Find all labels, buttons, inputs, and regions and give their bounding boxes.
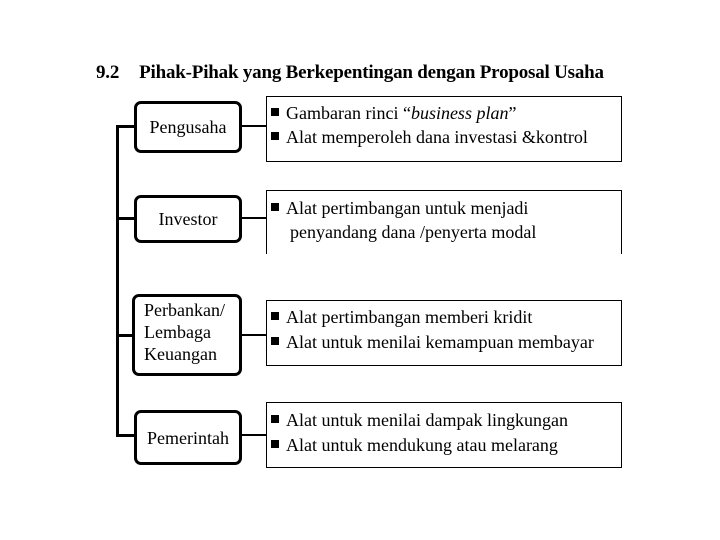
square-bullet-icon bbox=[271, 415, 279, 423]
square-bullet-icon bbox=[271, 132, 279, 140]
detail-panel-investor bbox=[266, 190, 622, 254]
connector-pemerintah bbox=[116, 434, 135, 437]
square-bullet-icon bbox=[271, 108, 279, 116]
emphasis-text: business plan bbox=[410, 103, 509, 123]
square-bullet-icon bbox=[271, 203, 279, 211]
detail-panel-perbankan bbox=[266, 300, 622, 366]
detail-panel-pemerintah bbox=[266, 402, 622, 468]
link-pengusaha bbox=[241, 125, 267, 127]
section-number: 9.2 bbox=[96, 62, 120, 83]
square-bullet-icon bbox=[271, 440, 279, 448]
detail-item: Alat pertimbangan untuk menjadi bbox=[271, 197, 528, 219]
connector-pengusaha bbox=[116, 125, 135, 128]
stakeholder-label: Pengusaha bbox=[149, 117, 227, 137]
detail-item-continuation: penyandang dana /penyerta modal bbox=[290, 222, 537, 242]
stakeholder-label-line: Keuangan bbox=[144, 344, 217, 364]
stakeholder-pengusaha bbox=[134, 101, 242, 153]
stakeholder-label: Investor bbox=[158, 209, 218, 229]
detail-item: Alat untuk mendukung atau melarang bbox=[271, 434, 558, 456]
stakeholder-label: Pemerintah bbox=[147, 427, 229, 448]
square-bullet-icon bbox=[271, 337, 279, 345]
detail-item: Alat untuk menilai kemampuan membayar bbox=[271, 331, 594, 353]
link-investor bbox=[241, 217, 267, 219]
square-bullet-icon bbox=[271, 312, 279, 320]
trunk-connector bbox=[116, 125, 119, 437]
link-perbankan bbox=[241, 334, 267, 336]
stakeholder-label-line: Lembaga bbox=[144, 322, 211, 342]
detail-item: Gambaran rinci “business plan” bbox=[271, 102, 516, 124]
link-pemerintah bbox=[241, 434, 267, 436]
detail-item: Alat untuk menilai dampak lingkungan bbox=[271, 409, 568, 431]
detail-item: Alat memperoleh dana investasi &kontrol bbox=[271, 126, 588, 148]
stakeholder-pemerintah bbox=[134, 410, 242, 465]
detail-item: Alat pertimbangan memberi kridit bbox=[271, 306, 532, 328]
stakeholder-label-line: Perbankan/ bbox=[144, 300, 225, 320]
diagram-title bbox=[96, 62, 604, 84]
stakeholder-perbankan bbox=[132, 294, 242, 376]
detail-panel-pengusaha bbox=[266, 96, 622, 162]
stakeholder-investor bbox=[134, 195, 242, 243]
title-text: Pihak-Pihak yang Berkepentingan dengan Proposal Usaha bbox=[139, 62, 604, 83]
connector-investor bbox=[116, 217, 135, 220]
